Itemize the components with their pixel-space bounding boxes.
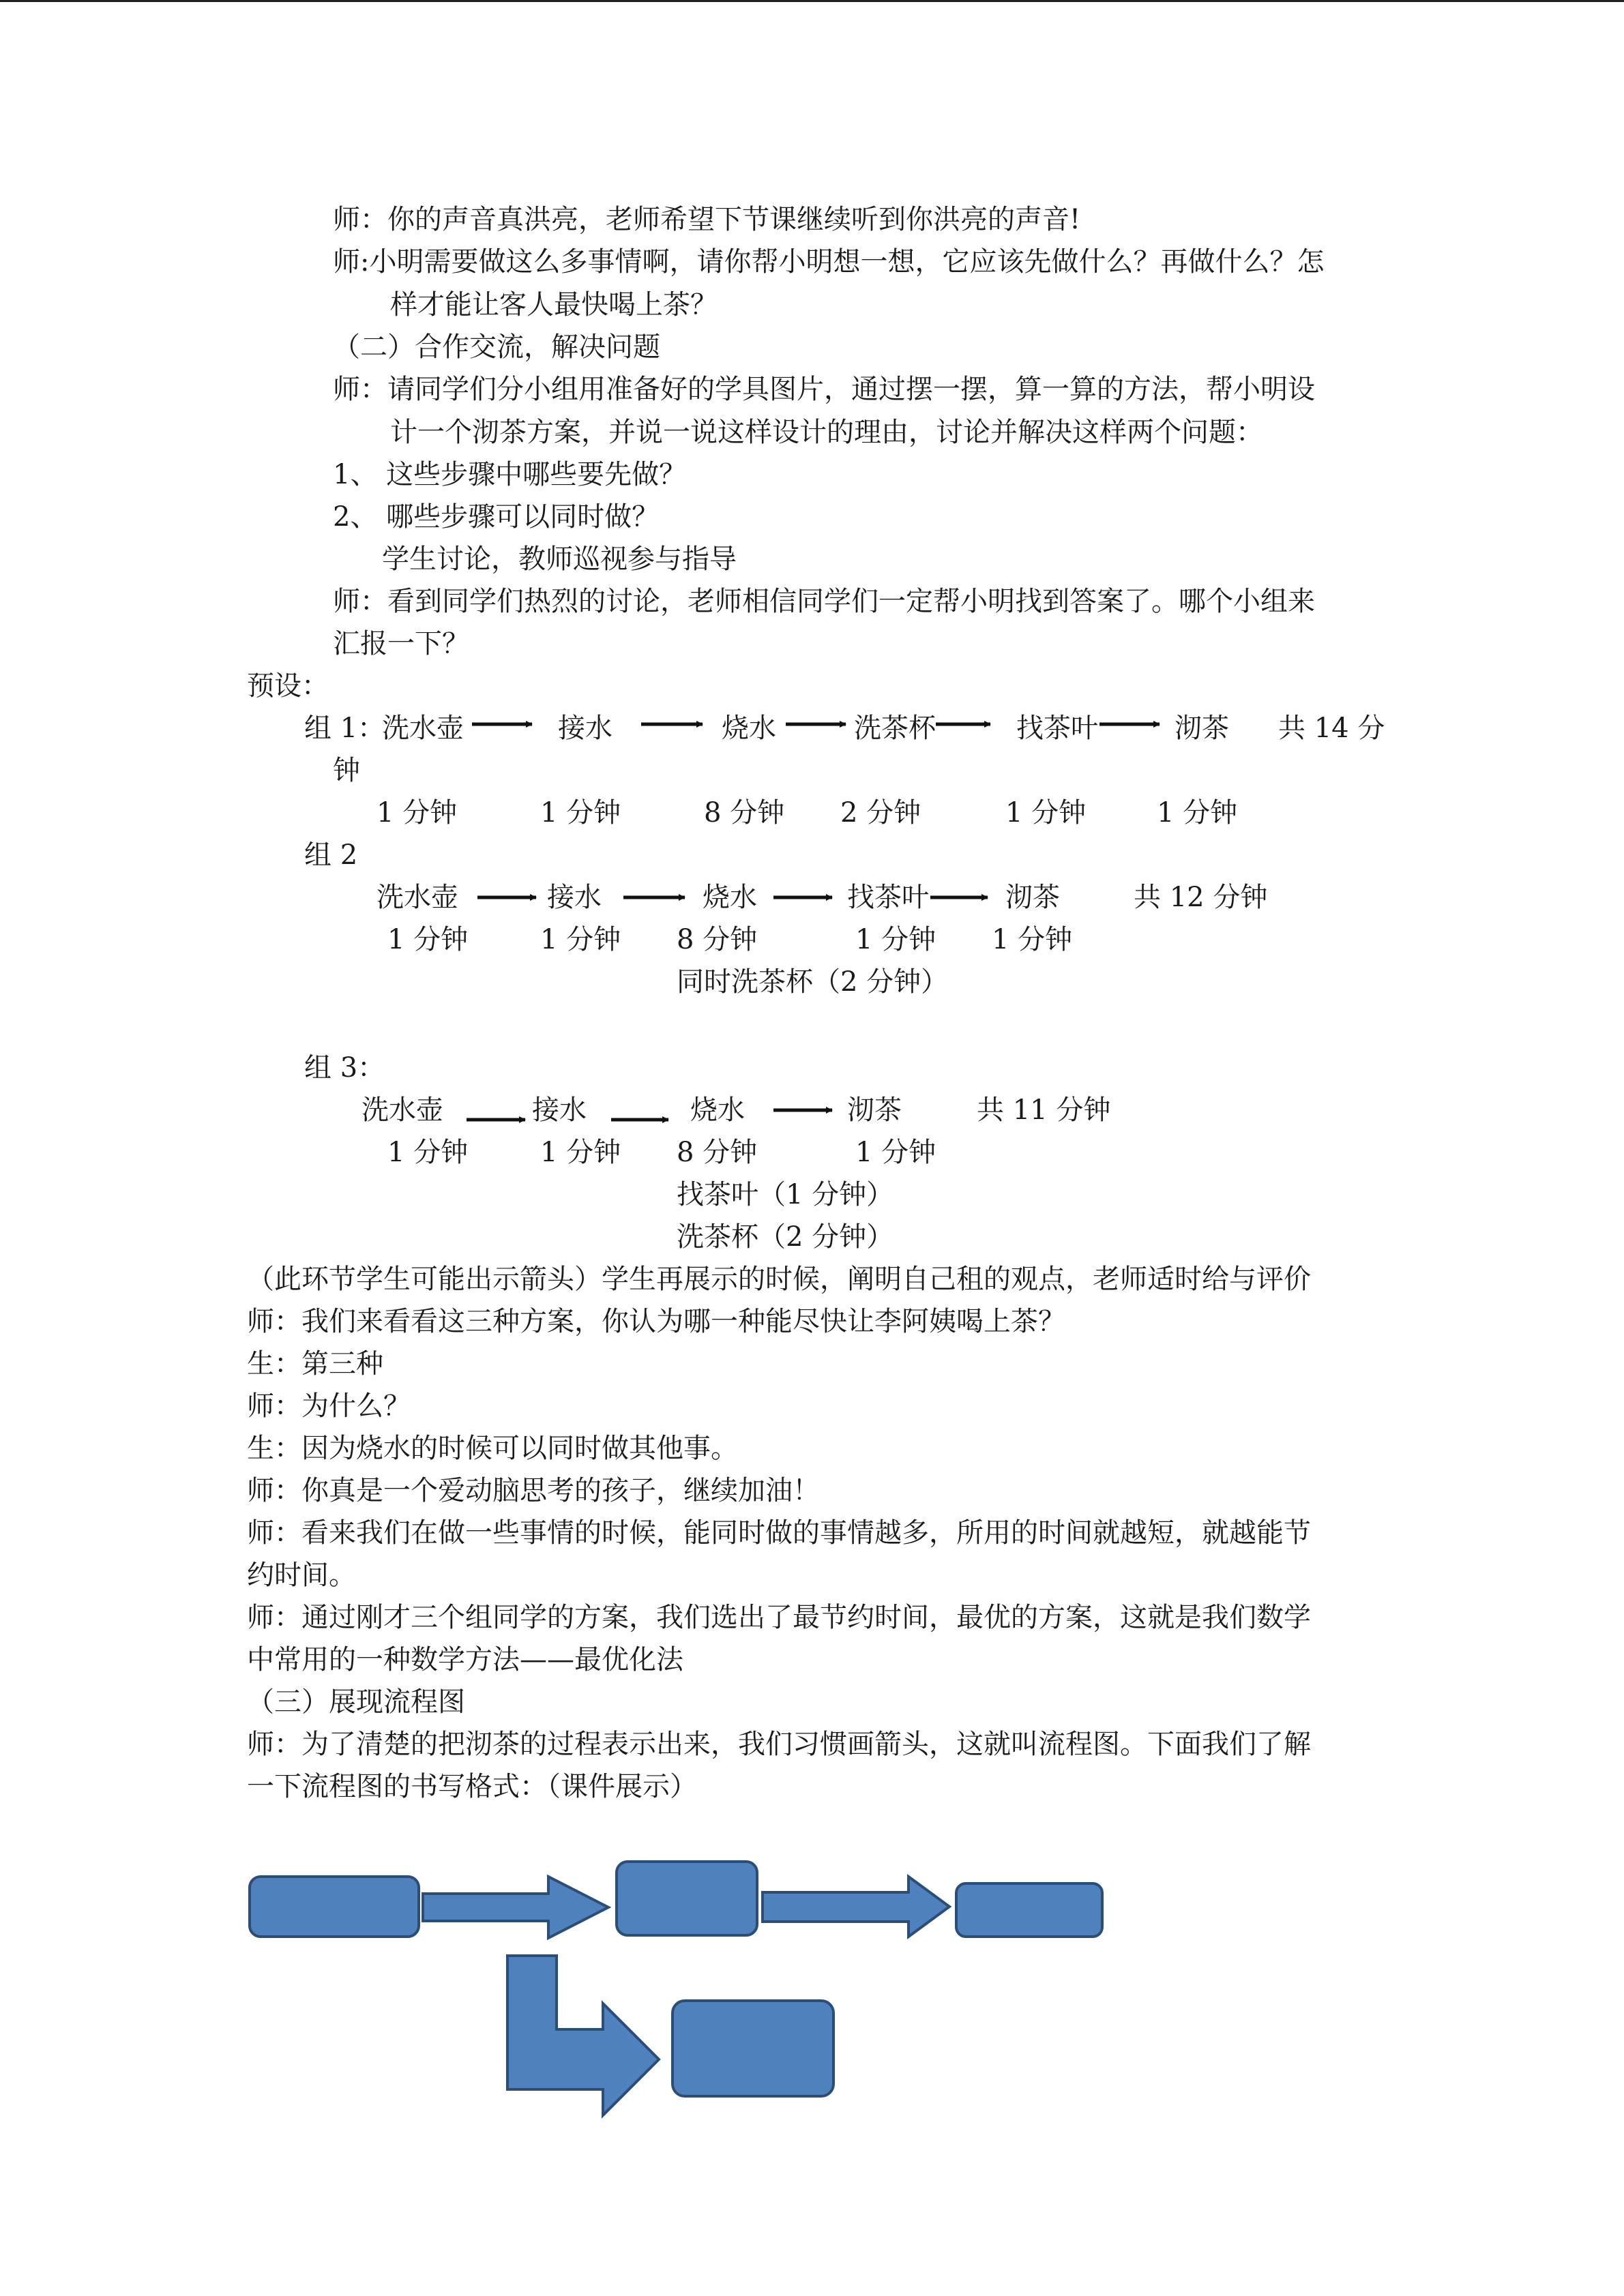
group2-time: 1 分钟 [387,924,469,955]
group2-step: 烧水 [703,882,757,913]
teaching-note: （此环节学生可能出示箭头）学生再展示的时候，阐明自己租的观点，老师适时给与评价 [247,1264,1311,1295]
group1-total: 共 14 分 [1278,713,1385,744]
flowchart-arrow-right-1 [423,1877,608,1938]
group1-total-cont: 钟 [333,755,360,786]
teacher-prompt-line-cont: 计一个沏茶方案，并说一说这样设计的理由，讨论并解决这样两个问题： [390,417,1263,448]
group3-parallel-step: 找茶叶（1 分钟） [677,1179,894,1210]
teacher-praise-line: 师：你的声音真洪亮，老师希望下节课继续听到你洪亮的声音! [333,204,1081,235]
dialog-line: 师：我们来看看这三种方案，你认为哪一种能尽快让李阿姨喝上茶？ [247,1306,1065,1337]
group3-label: 组 3： [304,1052,385,1084]
student-discussion-line: 学生讨论，教师巡视参与指导 [382,543,737,575]
group1-time: 1 分钟 [377,797,458,829]
section-heading-2: （二）合作交流，解决问题 [333,331,660,363]
group3-time: 1 分钟 [540,1137,621,1168]
group3-step: 接水 [532,1094,587,1126]
flowchart-intro-line-cont: 一下流程图的书写格式：（课件展示） [247,1771,697,1802]
group2-parallel-step: 同时洗茶杯（2 分钟） [677,966,949,998]
group1-step: 洗水壶 [382,713,464,744]
question-2: 2、 哪些步骤可以同时做？ [333,501,660,533]
group3-step: 烧水 [690,1094,745,1126]
group1-step: 洗茶杯 [854,713,936,744]
flowchart-box-3 [956,1883,1102,1937]
group2-step: 洗水壶 [377,882,458,913]
group1-time: 1 分钟 [1005,797,1087,829]
group2-time: 1 分钟 [540,924,621,955]
dialog-line: 师：看来我们在做一些事情的时候，能同时做的事情越多，所用的时间就越短，就越能节 [247,1517,1311,1549]
group2-label: 组 2 [304,839,358,871]
dialog-line-cont: 约时间。 [247,1560,356,1591]
group1-label: 组 1： [304,713,385,744]
dialog-line: 生：第三种 [247,1348,383,1380]
flowchart-arrow-right-2 [763,1877,949,1937]
section-heading-3: （三）展现流程图 [247,1686,465,1718]
flowchart-bent-arrow [507,1956,659,2115]
group1-time: 2 分钟 [840,797,921,829]
group3-parallel-step: 洗茶杯（2 分钟） [677,1221,894,1253]
group1-step: 接水 [558,713,612,744]
flowchart-box-4 [673,2001,833,2096]
group2-total: 共 12 分钟 [1134,882,1268,913]
group3-step: 洗水壶 [361,1094,443,1126]
group2-time: 8 分钟 [677,924,758,955]
flowchart-intro-line: 师：为了清楚的把沏茶的过程表示出来，我们习惯画箭头，这就叫流程图。下面我们了解 [247,1729,1311,1760]
group2-step: 沏茶 [1005,882,1060,913]
dialog-line: 师：你真是一个爱动脑思考的孩子，继续加油！ [247,1475,820,1506]
group2-time: 1 分钟 [992,924,1073,955]
preset-label: 预设： [247,670,329,702]
dialog-line: 师：通过刚才三个组同学的方案，我们选出了最节约时间，最优的方案，这就是我们数学 [247,1602,1311,1633]
teacher-question-line: 师:小明需要做这么多事情啊，请你帮小明想一想，它应该先做什么？再做什么？怎 [333,246,1325,278]
teacher-prompt-line: 师：请同学们分小组用准备好的学具图片，通过摆一摆，算一算的方法，帮小明设 [333,374,1315,405]
group2-step: 接水 [547,882,602,913]
teacher-report-line: 师：看到同学们热烈的讨论，老师相信同学们一定帮小明找到答案了。哪个小组来 [333,586,1315,617]
group1-step: 烧水 [722,713,776,744]
group3-time: 8 分钟 [677,1137,758,1168]
group3-step: 沏茶 [847,1094,902,1126]
teacher-report-line-cont: 汇报一下？ [333,628,469,659]
dialog-line: 生：因为烧水的时候可以同时做其他事。 [247,1433,738,1464]
dialog-line: 师：为什么？ [247,1390,411,1422]
group1-time: 1 分钟 [1157,797,1238,829]
group3-time: 1 分钟 [855,1137,936,1168]
dialog-line-cont: 中常用的一种数学方法——最优化法 [247,1644,683,1675]
group3-time: 1 分钟 [387,1137,469,1168]
question-1: 1、 这些步骤中哪些要先做？ [333,459,687,490]
group1-time: 1 分钟 [540,797,621,829]
flowchart-box-2 [617,1862,757,1935]
group2-step: 找茶叶 [847,882,929,913]
group3-total: 共 11 分钟 [977,1094,1111,1126]
group1-time: 8 分钟 [704,797,785,829]
group1-step: 沏茶 [1175,713,1229,744]
group2-time: 1 分钟 [855,924,936,955]
group1-step: 找茶叶 [1016,713,1098,744]
teacher-question-line-cont: 样才能让客人最快喝上茶？ [390,289,718,320]
flowchart-box-1 [250,1877,419,1937]
